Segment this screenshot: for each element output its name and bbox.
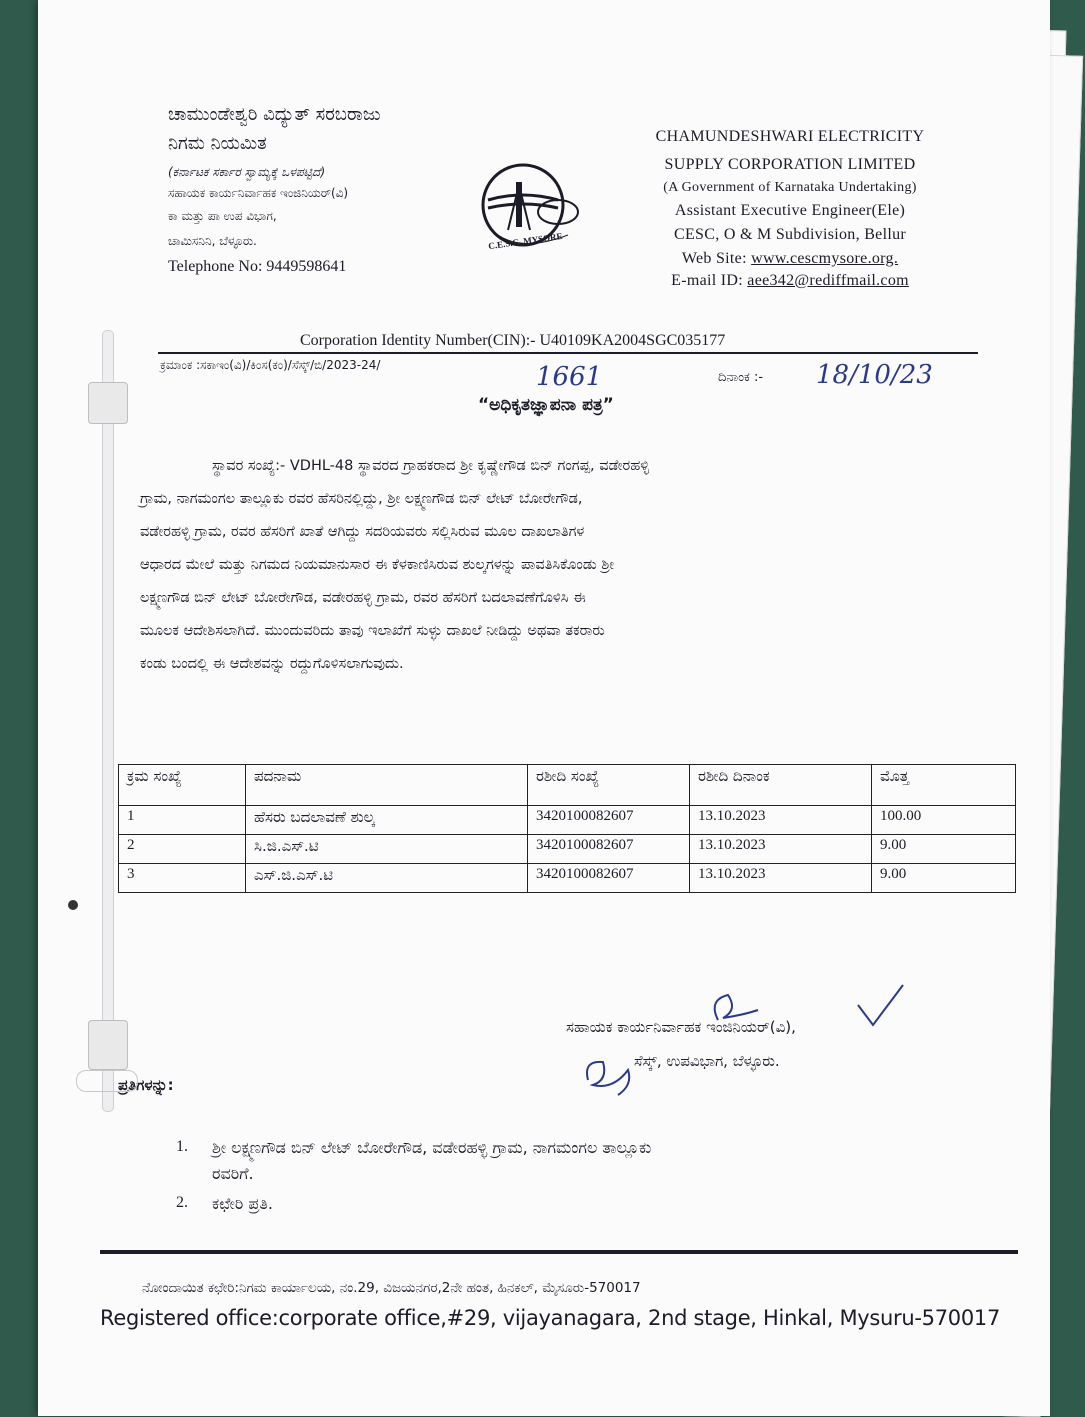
cell-particulars: ಹೆಸರು ಬದಲಾವಣೆ ಶುಲ್ಕ bbox=[246, 806, 528, 835]
email-line bbox=[610, 272, 970, 290]
org-note-en: (A Government of Karnataka Undertaking) bbox=[663, 180, 917, 195]
cin-number: Corporation Identity Number(CIN):- U40109KA2004SGC035177 bbox=[300, 332, 726, 349]
copies-label: ಪ್ರತಿಗಳನ್ನು: bbox=[118, 1076, 174, 1094]
fee-table bbox=[118, 764, 1016, 893]
cell-receipt-no: 3420100082607 bbox=[528, 864, 690, 893]
document-title: “ಅಧಿಕೃತಜ್ಞಾಪನಾ ಪತ್ರ” bbox=[478, 395, 614, 415]
copy-item-continued: ರವರಿಗೆ. bbox=[212, 1164, 254, 1183]
place-kn: ಚಾಮಿಸನಿನಿ, ಬೆಳ್ಳೂರು. bbox=[168, 234, 257, 248]
designation-en: Assistant Executive Engineer(Ele) bbox=[674, 202, 906, 219]
header-en-block bbox=[610, 128, 970, 290]
letter-page bbox=[38, 0, 1050, 1416]
designation-kn: ಸಹಾಯಕ ಕಾರ್ಯನಿರ್ವಾಹಕ ಇಂಜಿನಿಯರ್(ವಿ) bbox=[168, 186, 349, 200]
table-row bbox=[119, 806, 1016, 835]
copy-number: 2. bbox=[176, 1194, 188, 1211]
signatory-designation: ಸಹಾಯಕ ಕಾರ್ಯನಿರ್ವಾಹಕ ಇಂಜಿನಿಯರ್(ವಿ), bbox=[566, 1018, 796, 1036]
cell-receipt-date: 13.10.2023 bbox=[690, 864, 872, 893]
cell-sl-no: 2 bbox=[119, 835, 246, 864]
cell-receipt-date: 13.10.2023 bbox=[690, 806, 872, 835]
date-handwritten: 18/10/23 bbox=[816, 360, 933, 390]
reference-number: ಕ್ರಮಾಂಕ :ಸಕಾಇಂ(ವಿ)/ಕಿಂಸ(ಕಂ)/ಸೆಸ್ಕ್/ಬಿ/2023-24/ bbox=[160, 358, 381, 372]
cell-receipt-no: 3420100082607 bbox=[528, 835, 690, 864]
body-paragraph bbox=[140, 450, 990, 681]
col-header-particulars: ಪದನಾಮ bbox=[246, 765, 528, 806]
org-name-en-line1: CHAMUNDESHWARI ELECTRICITY bbox=[655, 128, 925, 145]
subdivision-en: CESC, O & M Subdivision, Bellur bbox=[674, 226, 906, 243]
table-row bbox=[119, 864, 1016, 893]
body-line: ಗ್ರಾಮ, ನಾಗಮಂಗಲ ತಾಲ್ಲೂಕು ರವರ ಹೆಸರಿನಲ್ಲಿದ್ದು, ಶ್ರೀ ಲಕ್ಷ್ಮಣಗೌಡ ಬಿನ್ ಲೇಟ್ ಬೋರೇಗೌಡ, bbox=[140, 491, 583, 507]
cell-particulars: ಸಿ.ಜಿ.ಎಸ್.ಟಿ bbox=[246, 835, 528, 864]
file-fastener bbox=[88, 330, 128, 1130]
table-header-row bbox=[119, 765, 1016, 806]
footer-address-kn: ನೋಂದಾಯಿತ ಕಛೇರಿ:ನಿಗಮ ಕಾರ್ಯಾಲಯ, ನಂ.29, ವಿಜಯನಗರ,2ನೇ ಹಂತ, ಹಿನಕಲ್, ಮೈಸೂರು-570017 bbox=[142, 1280, 641, 1296]
reference-handwritten: 1661 bbox=[536, 362, 603, 392]
email-label: E-mail ID: bbox=[671, 272, 748, 289]
body-line: ಲಕ್ಷ್ಮಣಗೌಡ ಬಿನ್ ಲೇಟ್ ಬೋರೇಗೌಡ, ವಡೇರಹಳ್ಳಿ ಗ್ರಾಮ, ರವರ ಹೆಸರಿಗೆ ಬದಲಾವಣೆಗೊಳಿಸಿ ಈ bbox=[140, 590, 586, 606]
cell-amount: 100.00 bbox=[872, 806, 1016, 835]
header-divider bbox=[158, 352, 978, 354]
table-row bbox=[119, 835, 1016, 864]
website-link[interactable]: www.cescmysore.org. bbox=[751, 250, 899, 267]
footer-divider bbox=[100, 1250, 1018, 1254]
header-kn-block bbox=[168, 104, 498, 277]
body-line: ಮೂಲಕ ಆದೇಶಿಸಲಾಗಿದೆ. ಮುಂದುವರಿದು ತಾವು ಇಲಾಖೆಗೆ ಸುಳ್ಳು ದಾಖಲೆ ನೀಡಿದ್ದು ಅಥವಾ ತಕರಾರು bbox=[140, 623, 605, 639]
website-line bbox=[610, 250, 970, 268]
col-header-receipt-date: ರಶೀದಿ ದಿನಾಂಕ bbox=[690, 765, 872, 806]
initials-mark bbox=[578, 1050, 648, 1104]
copy-item bbox=[176, 1138, 996, 1158]
website-label: Web Site: bbox=[681, 250, 752, 267]
body-line: ಕಂಡು ಬಂದಲ್ಲಿ ಈ ಆದೇಶವನ್ನು ರದ್ದುಗೊಳಿಸಲಾಗುವುದು. bbox=[140, 656, 404, 672]
body-line: ಆಧಾರದ ಮೇಲೆ ಮತ್ತು ನಿಗಮದ ನಿಯಮಾನುಸಾರ ಈ ಕೆಳಕಾಣಿಸಿರುವ ಶುಲ್ಕಗಳನ್ನು ಪಾವತಿಸಿಕೊಂಡು ಶ್ರೀ bbox=[140, 557, 615, 573]
copy-text: ಶ್ರೀ ಲಕ್ಷ್ಮಣಗೌಡ ಬಿನ್ ಲೇಟ್ ಬೋರೇಗೌಡ, ವಡೇರಹಳ್ಳಿ ಗ್ರಾಮ, ನಾಗಮಂಗಲ ತಾಲ್ಲೂಕು bbox=[212, 1138, 652, 1157]
col-header-receipt-no: ರಶೀದಿ ಸಂಖ್ಯೆ bbox=[528, 765, 690, 806]
cell-sl-no: 1 bbox=[119, 806, 246, 835]
punch-hole bbox=[68, 900, 78, 910]
cesc-logo bbox=[478, 160, 598, 255]
copies-list bbox=[176, 1138, 996, 1214]
signatory-office: ಸೆಸ್ಕ್, ಉಪವಿಭಾಗ, ಬೆಳ್ಳೂರು. bbox=[634, 1052, 780, 1070]
logo-text: C.E.S.C. MYSORE bbox=[487, 230, 564, 252]
copy-item bbox=[176, 1194, 996, 1214]
cell-amount: 9.00 bbox=[872, 835, 1016, 864]
footer-address-en: Registered office:corporate office,#29, vijayanagara, 2nd stage, Hinkal, Mysuru-570017 bbox=[100, 1306, 1001, 1330]
col-header-sl-no: ಕ್ರಮ ಸಂಖ್ಯೆ bbox=[119, 765, 246, 806]
col-header-amount: ಮೊತ್ತ bbox=[872, 765, 1016, 806]
cell-particulars: ಎಸ್.ಜಿ.ಎಸ್.ಟಿ bbox=[246, 864, 528, 893]
cell-receipt-date: 13.10.2023 bbox=[690, 835, 872, 864]
org-name-kn-line2: ನಿಗಮ ನಿಯಮಿತ bbox=[168, 132, 267, 154]
cell-sl-no: 3 bbox=[119, 864, 246, 893]
subdivision-kn: ಕಾ ಮತ್ತು ಪಾ ಉಪ ವಿಭಾಗ, bbox=[168, 209, 277, 223]
copy-text: ಕಛೇರಿ ಪ್ರತಿ. bbox=[212, 1194, 273, 1213]
email-link[interactable]: aee342@rediffmail.com bbox=[747, 272, 909, 289]
date-label: ದಿನಾಂಕ :- bbox=[718, 370, 764, 385]
org-name-kn-line1: ಚಾಮುಂಡೇಶ್ವರಿ ವಿದ್ಯುತ್ ಸರಬರಾಜು bbox=[168, 104, 381, 125]
copy-number: 1. bbox=[176, 1138, 188, 1155]
org-note-kn: (ಕರ್ನಾಟಕ ಸರ್ಕಾರ ಸ್ವಾಮ್ಯಕ್ಕೆ ಒಳಪಟ್ಟಿದೆ) bbox=[168, 165, 326, 179]
cell-amount: 9.00 bbox=[872, 864, 1016, 893]
telephone: Telephone No: 9449598641 bbox=[168, 258, 347, 275]
body-line: ಸ್ಥಾವರ ಸಂಖ್ಯೆ:- VDHL-48 ಸ್ಥಾವರದ ಗ್ರಾಹಕರಾದ ಶ್ರೀ ಕೃಷ್ಣೇಗೌಡ ಬಿನ್ ಗಂಗಪ್ಪ, ವಡೇರಹಳ್ಳಿ bbox=[212, 458, 650, 474]
cell-receipt-no: 3420100082607 bbox=[528, 806, 690, 835]
org-name-en-line2: SUPPLY CORPORATION LIMITED bbox=[664, 156, 916, 173]
body-line: ವಡೇರಹಳ್ಳಿ ಗ್ರಾಮ, ರವರ ಹೆಸರಿಗೆ ಖಾತೆ ಆಗಿದ್ದು ಸದರಿಯವರು ಸಲ್ಲಿಸಿರುವ ಮೂಲ ದಾಖಲಾತಿಗಳ bbox=[140, 524, 585, 540]
